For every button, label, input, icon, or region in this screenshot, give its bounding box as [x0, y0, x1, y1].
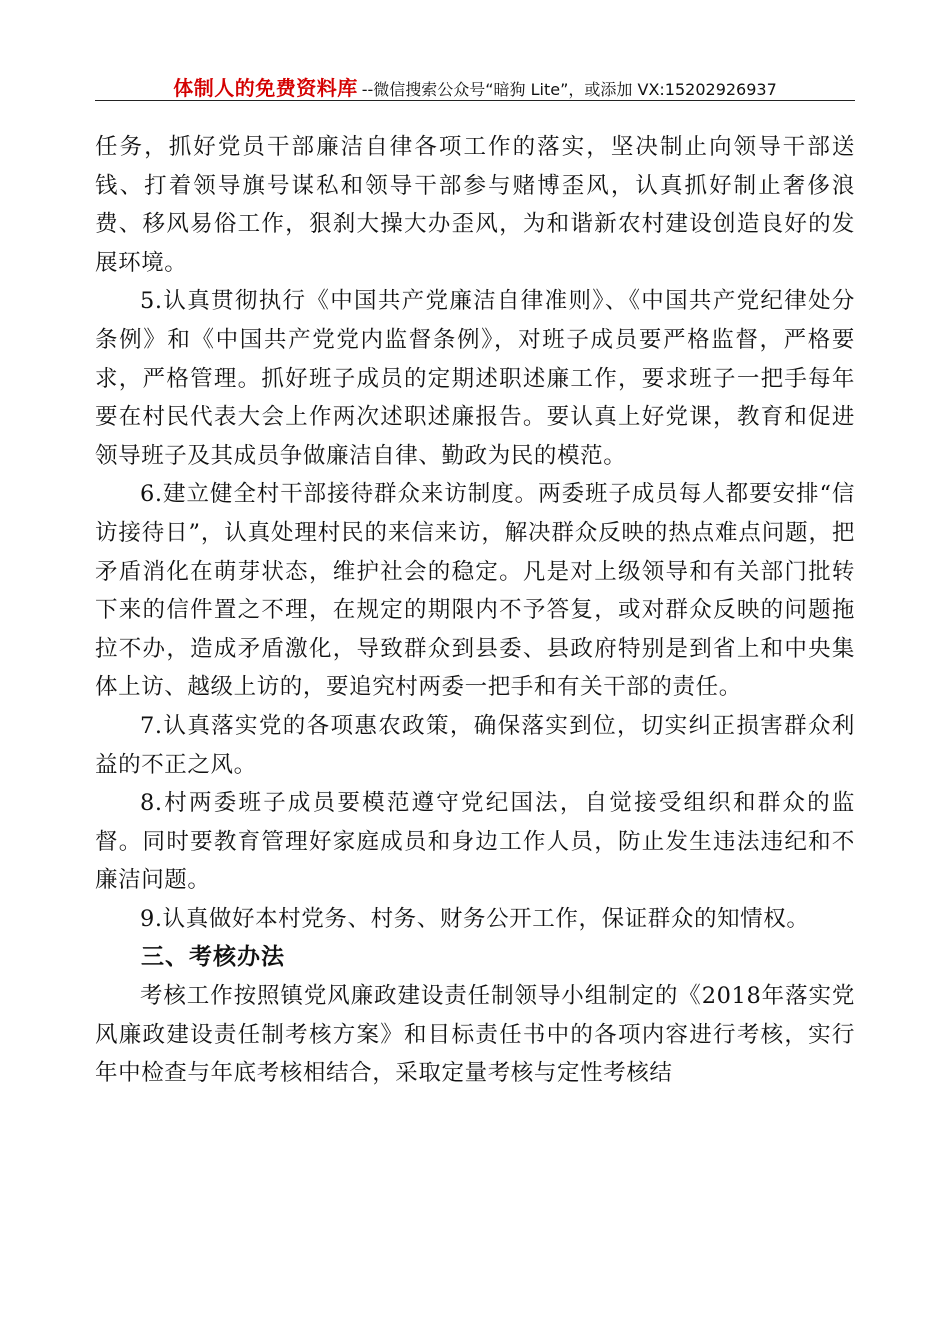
- header-brand: 体制人的免费资料库: [173, 76, 358, 100]
- paragraph-item-6: 6.建立健全村干部接待群众来访制度。两委班子成员每人都要安排“信访接待日”，认真处理村民的来信来访，解决群众反映的热点难点问题，把矛盾消化在萌芽状态，维护社会的稳定。凡是对上级领导和有关部门批转下来的信件置之不理，在规定的期限内不予答复，或对群众反映的问题拖拉不办，造成矛盾激化，导致群众到县委、县政府特别是到省上和中央集体上访、越级上访的，要追究村两委一把手和有关干部的责任。: [95, 481, 855, 701]
- section-heading-assessment: 三、考核办法: [141, 944, 285, 971]
- paragraph-item-7: 7.认真落实党的各项惠农政策，确保落实到位，切实纠正损害群众利益的不正之风。: [95, 712, 855, 778]
- paragraph-item-5: 5.认真贯彻执行《中国共产党廉洁自律准则》、《中国共产党纪律处分条例》和《中国共产党党内监督条例》，对班子成员要严格监督，严格要求，严格管理。抓好班子成员的定期述职述廉工作，要求班子一把手每年要在村民代表大会上作两次述职述廉报告。要认真上好党课，教育和促进领导班子及其成员争做廉洁自律、勤政为民的模范。: [95, 288, 855, 469]
- header-subtitle: --微信搜索公众号“暗狗 Lite”，或添加 VX:15202926937: [361, 80, 777, 99]
- page-header-banner: [95, 72, 855, 101]
- document-body: [95, 128, 855, 1093]
- paragraph-item-9: 9.认真做好本村党务、村务、财务公开工作，保证群众的知情权。: [140, 905, 810, 932]
- paragraph-item-8: 8.村两委班子成员要模范遵守党纪国法，自觉接受组织和群众的监督。同时要教育管理好家庭成员和身边工作人员，防止发生违法违纪和不廉洁问题。: [95, 790, 855, 894]
- paragraph-continued: 任务，抓好党员干部廉洁自律各项工作的落实，坚决制止向领导干部送钱、打着领导旗号谋私和领导干部参与赌博歪风，认真抓好制止奢侈浪费、移风易俗工作，狠刹大操大办歪风，为和谐新农村建设创造良好的发展环境。: [95, 134, 855, 276]
- paragraph-assessment-body: 考核工作按照镇党风廉政建设责任制领导小组制定的《2018年落实党风廉政建设责任制考核方案》和目标责任书中的各项内容进行考核，实行年中检查与年底考核相结合，采取定量考核与定性考核结: [95, 983, 855, 1087]
